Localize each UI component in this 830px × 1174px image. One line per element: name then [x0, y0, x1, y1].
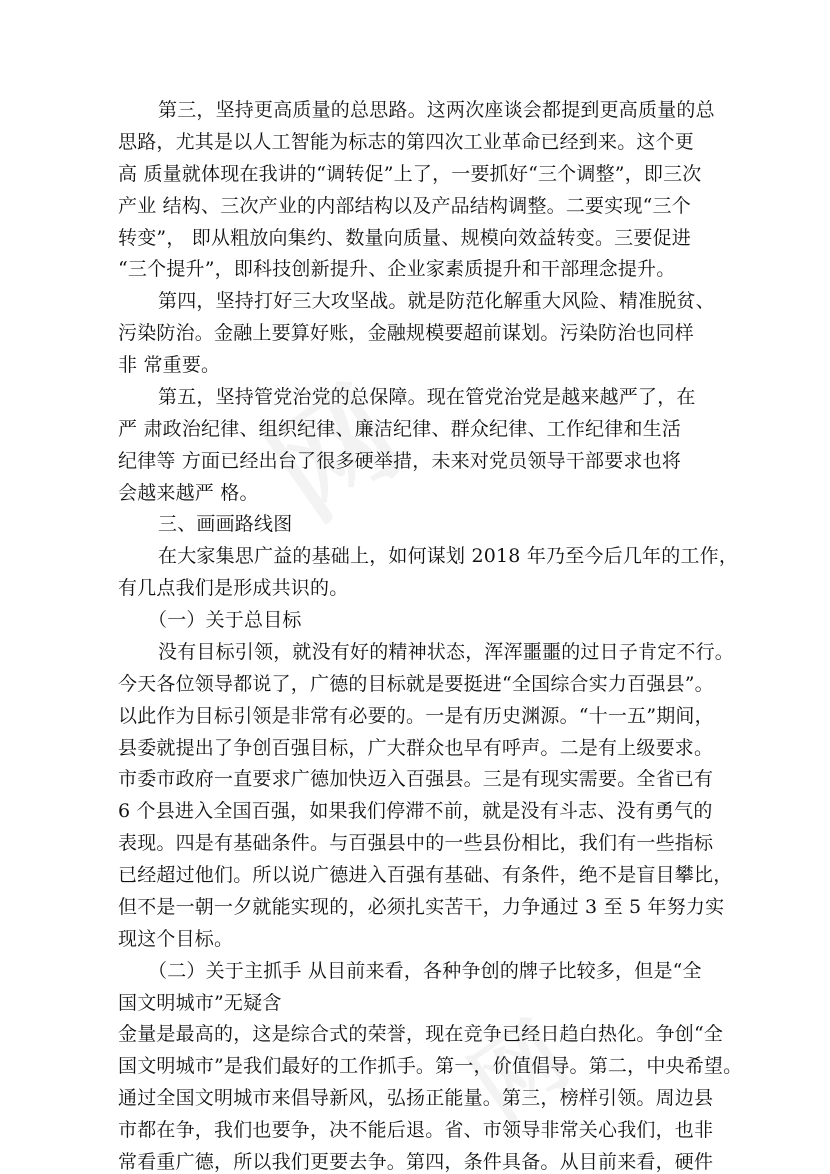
text-line: 污染防治。金融上要算好账，金融规模要超前谋划。污染防治也同样: [118, 322, 695, 344]
text-line: 今天各位领导都说了，广德的目标就是要挺进“全国综合实力百强县”。: [118, 673, 714, 695]
text-line: 纪律等 方面已经出台了很多硬举措，未来对党员领导干部要求也将: [118, 450, 682, 472]
text-line: 县委就提出了争创百强目标，广大群众也早有呼声。二是有上级要求。: [118, 737, 714, 759]
text-line: 市都在争，我们也要争，决不能后退。省、市领导非常关心我们，也非: [118, 1119, 714, 1141]
text-line: 以此作为目标引领是非常有必要的。一是有历史渊源。“十一五”期间，: [118, 705, 714, 727]
text-line: 通过全国文明城市来倡导新风，弘扬正能量。第三，榜样引领。周边县: [118, 1087, 714, 1109]
text-line: 转变”， 即从粗放向集约、数量向质量、规模向效益转变。三要促进: [118, 227, 691, 249]
text-line: 有几点我们是形成共识的。: [118, 577, 349, 599]
text-line: 国文明城市”是我们最好的工作抓手。第一，价值倡导。第二，中央希望。: [118, 1055, 743, 1077]
text-line: 6 个县进入全国百强，如果我们停滞不前，就是没有斗志、没有勇气的: [118, 800, 713, 822]
text-line: 第三，坚持更高质量的总思路。这两次座谈会都提到更高质量的总: [158, 99, 715, 121]
text-line: 现这个目标。: [118, 928, 234, 950]
text-line: 第五，坚持管党治党的总保障。现在管党治党是越来越严了，在: [158, 386, 696, 408]
text-line: 思路，尤其是以人工智能为标志的第四次工业革命已经到来。这个更: [118, 131, 695, 153]
text-line: 市委市政府一直要求广德加快迈入百强县。三是有现实需要。全省已有: [118, 768, 714, 790]
text-line: 高 质量就体现在我讲的“调转促”上了，一要抓好“三个调整”，即三次: [118, 163, 702, 185]
text-line: 第四，坚持打好三大攻坚战。就是防范化解重大风险、精准脱贫、: [158, 290, 715, 312]
text-line: 表现。四是有基础条件。与百强县中的一些县份相比，我们有一些指标: [118, 832, 714, 854]
text-line: 已经超过他们。所以说广德进入百强有基础、有条件，绝不是盲目攀比，: [118, 864, 733, 886]
section-heading: 三、画画路线图: [158, 513, 293, 535]
text-line: 在大家集思广益的基础上，如何谋划 2018 年乃至今后几年的工作，: [158, 545, 739, 567]
text-line: 但不是一朝一夕就能实现的，必须扎实苦干，力争通过 3 至 5 年努力实: [118, 896, 725, 918]
subsection-heading: （二）关于主抓手 从目前来看，各种争创的牌子比较多，但是“全: [148, 960, 702, 982]
text-line: 金量是最高的，这是综合式的荣誉，现在竞争已经日趋白热化。争创“全: [118, 1023, 724, 1045]
subsection-heading: （一）关于总目标: [148, 609, 302, 631]
text-line: 产业 结构、三次产业的内部结构以及产品结构调整。二要实现“三个: [118, 195, 691, 217]
text-line: 国文明城市”无疑含: [118, 992, 282, 1014]
text-line: 没有目标引领，就没有好的精神状态，浑浑噩噩的过日子肯定不行。: [158, 641, 735, 663]
text-line: 非 常重要。: [118, 354, 221, 376]
text-line: 常看重广德，所以我们更要去争。第四，条件具备。从目前来看，硬件: [118, 1151, 714, 1173]
text-line: “三个提升”，即科技创新提升、企业家素质提升和干部理念提升。: [118, 258, 676, 280]
text-line: 严 肃政治纪律、组织纪律、廉洁纪律、群众纪律、工作纪律和生活: [118, 418, 682, 440]
text-line: 会越来越严 格。: [118, 482, 259, 504]
